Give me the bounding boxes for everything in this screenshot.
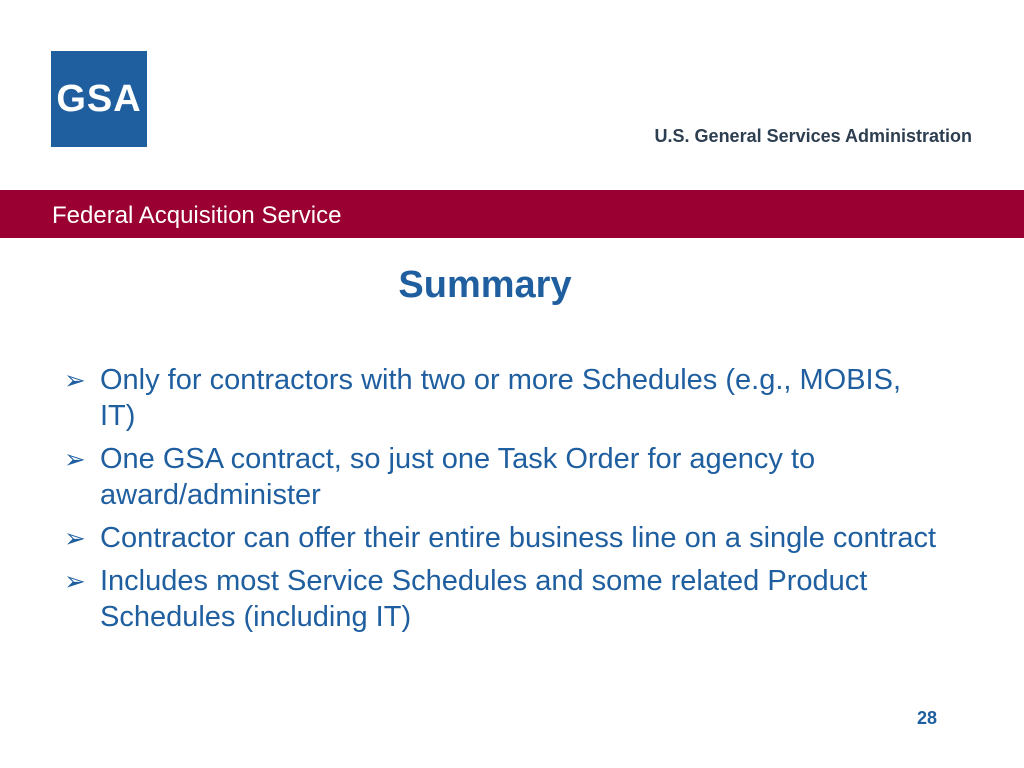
page-number: 28 — [916, 708, 937, 728]
bullet-list — [64, 362, 944, 642]
arrowhead-bullet-icon: ➢ — [64, 523, 86, 553]
slide-title: Summary — [398, 264, 572, 306]
bullet-text: Includes most Service Schedules and some related Product Schedules (including IT) — [100, 565, 868, 633]
arrowhead-bullet-icon: ➢ — [64, 444, 86, 474]
bullet-text: Only for contractors with two or more Schedules (e.g., MOBIS, IT) — [100, 364, 902, 432]
bullet-item — [64, 563, 944, 635]
arrowhead-bullet-icon: ➢ — [64, 365, 86, 395]
agency-name: U.S. General Services Administration — [654, 126, 972, 146]
bullet-text: Contractor can offer their entire business line on a single contract — [100, 522, 937, 554]
bullet-item — [64, 362, 944, 434]
bullet-text: One GSA contract, so just one Task Order for agency to award/administer — [100, 443, 816, 511]
service-name: Federal Acquisition Service — [52, 202, 342, 229]
arrowhead-bullet-icon: ➢ — [64, 566, 86, 596]
bullet-item — [64, 441, 944, 513]
header-band — [0, 190, 1024, 238]
bullet-item — [64, 520, 944, 556]
gsa-logo — [51, 51, 147, 147]
logo-text: GSA — [56, 77, 142, 120]
